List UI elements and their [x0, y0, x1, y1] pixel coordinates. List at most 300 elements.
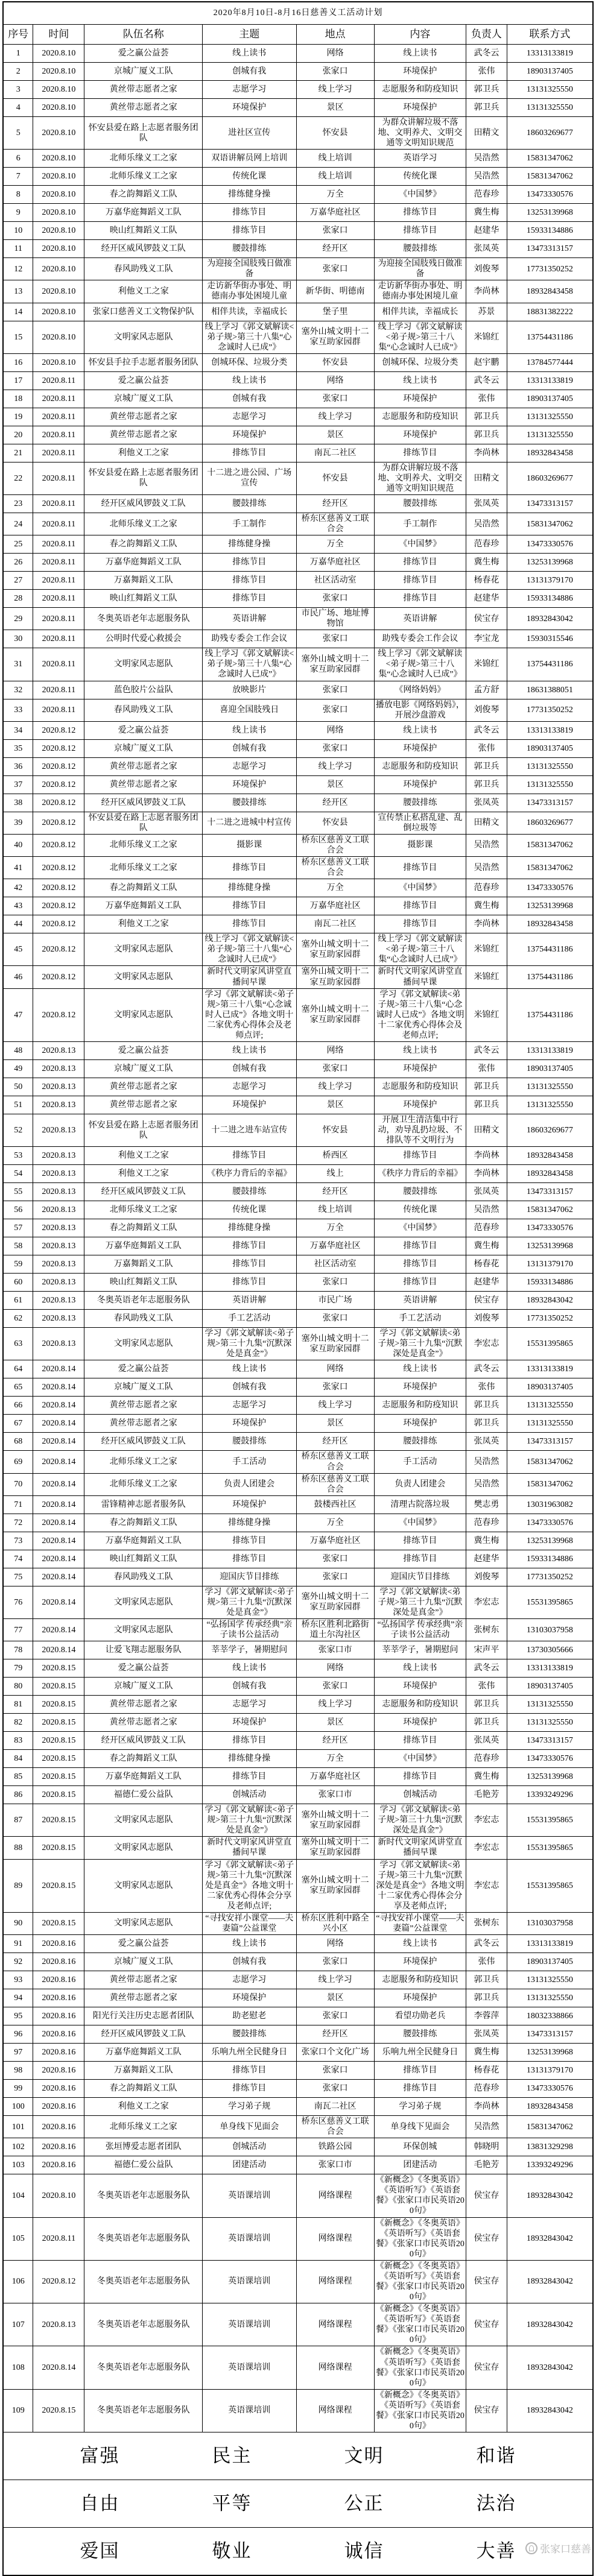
- cell-location: 塞外山城文明十二家互助家园群: [296, 988, 374, 1041]
- cell-content: “弘扬国学 传承经典”亲子读书公益活动: [374, 1618, 466, 1641]
- cell-content: 排练节目: [374, 222, 466, 240]
- cell-phone: 15831347062: [507, 2116, 593, 2138]
- cell-content: 英语讲解: [374, 608, 466, 630]
- cell-content: 志愿服务和防疫知识: [374, 408, 466, 426]
- cell-date: 2020.8.13: [33, 1201, 84, 1219]
- cell-location: 网络课程: [296, 2260, 374, 2303]
- cell-phone: 15531395865: [507, 1859, 593, 1912]
- cell-phone: 13253139968: [507, 897, 593, 915]
- cell-location: 线上培训: [296, 1201, 374, 1219]
- column-header-date: 时间: [33, 25, 84, 45]
- core-value-word: 大善: [476, 2540, 516, 2562]
- cell-content: 环境保护: [374, 1378, 466, 1397]
- cell-team: 文明家风志愿队: [84, 1804, 203, 1837]
- cell-theme: 线上学习《郭文斌解读<弟子规>第三十八集“心念诚时人已成”》: [203, 321, 297, 353]
- cell-phone: 18932843042: [507, 2389, 593, 2432]
- table-row: [3, 2025, 593, 2044]
- cell-phone: 13393249296: [507, 2156, 593, 2174]
- table-row: [3, 150, 593, 168]
- cell-leader: 毛艳芳: [466, 1786, 507, 1804]
- cell-theme: 创城有我: [203, 1953, 297, 1971]
- core-value-word: 和谐: [476, 2445, 516, 2467]
- cell-theme: 志愿学习: [203, 408, 297, 426]
- cell-phone: 13131325550: [507, 99, 593, 117]
- cell-phone: 13253139968: [507, 204, 593, 222]
- cell-leader: 孟方舒: [466, 681, 507, 699]
- cell-no: 54: [3, 1165, 33, 1183]
- cell-location: 张家口: [296, 258, 374, 280]
- table-row: [3, 739, 593, 757]
- core-values-cell: [3, 2480, 593, 2528]
- cell-theme: 排练节目: [203, 572, 297, 590]
- table-row: [3, 1292, 593, 1310]
- cell-location: 万全: [296, 1219, 374, 1237]
- cell-content: 线上读书: [374, 371, 466, 390]
- cell-date: 2020.8.16: [33, 2098, 84, 2116]
- cell-phone: 15831347062: [507, 1451, 593, 1473]
- cell-team: 文明家风志愿队: [84, 1328, 203, 1360]
- cell-content: 排练节目: [374, 857, 466, 879]
- cell-phone: 13253139968: [507, 1532, 593, 1550]
- cell-content: 手工制作: [374, 513, 466, 535]
- cell-content: 腰鼓排练: [374, 240, 466, 258]
- cell-content: 看望功勋老兵: [374, 2007, 466, 2025]
- cell-team: 利他义工之家: [84, 280, 203, 303]
- table-row: [3, 1953, 593, 1971]
- cell-no: 109: [3, 2389, 33, 2432]
- cell-date: 2020.8.13: [33, 1255, 84, 1274]
- table-row: [3, 933, 593, 966]
- cell-team: 万嘉舞蹈义工队: [84, 1255, 203, 1274]
- cell-theme: 环境保护: [203, 1096, 297, 1114]
- table-row: [3, 390, 593, 408]
- cell-leader: 赵建华: [466, 1550, 507, 1568]
- cell-leader: 郭卫兵: [466, 99, 507, 117]
- cell-date: 2020.8.14: [33, 1641, 84, 1659]
- cell-content: 环境保护: [374, 1989, 466, 2007]
- cell-team: 万嘉舞蹈义工队: [84, 2062, 203, 2080]
- cell-content: 排练节目: [374, 1532, 466, 1550]
- cell-team: 怀安县手拉手志愿者服务团队: [84, 353, 203, 371]
- cell-leader: 吴浩然: [466, 857, 507, 879]
- cell-date: 2020.8.14: [33, 1568, 84, 1586]
- cell-date: 2020.8.13: [33, 1292, 84, 1310]
- cell-leader: 张伟: [466, 63, 507, 81]
- cell-theme: 传统化课: [203, 1201, 297, 1219]
- cell-leader: 苏景: [466, 303, 507, 321]
- cell-phone: 15930315546: [507, 630, 593, 648]
- table-row: [3, 240, 593, 258]
- cell-location: 线上学习: [296, 1078, 374, 1096]
- cell-content: 志愿服务和防疫知识: [374, 1971, 466, 1989]
- cell-phone: 13473330576: [507, 2080, 593, 2098]
- cell-theme: 志愿学习: [203, 1696, 297, 1714]
- cell-leader: 赵建华: [466, 222, 507, 240]
- cell-location: 线上学习: [296, 1397, 374, 1415]
- cell-leader: 武冬云: [466, 1935, 507, 1953]
- cell-theme: 手工制作: [203, 513, 297, 535]
- cell-no: 59: [3, 1255, 33, 1274]
- cell-no: 107: [3, 2303, 33, 2346]
- cell-leader: 李宏志: [466, 1859, 507, 1912]
- table-row: [3, 1274, 593, 1292]
- cell-no: 4: [3, 99, 33, 117]
- cell-leader: 李宏志: [466, 1804, 507, 1837]
- cell-location: 张家口: [296, 1059, 374, 1078]
- cell-phone: 15831347062: [507, 1473, 593, 1495]
- cell-leader: 武冬云: [466, 1360, 507, 1378]
- cell-date: 2020.8.12: [33, 775, 84, 794]
- cell-leader: 侯宝存: [466, 2217, 507, 2260]
- cell-team: 冬奥英语老年志愿服务队: [84, 2217, 203, 2260]
- cell-team: 春风助残义工队: [84, 1310, 203, 1328]
- cell-no: 24: [3, 513, 33, 535]
- cell-location: 南瓦二社区: [296, 2098, 374, 2116]
- core-value-word: 爱国: [80, 2540, 120, 2562]
- cell-team: 经开区威风锣鼓义工队: [84, 2025, 203, 2044]
- cell-phone: 13131325550: [507, 1096, 593, 1114]
- cell-leader: 郭卫兵: [466, 1971, 507, 1989]
- cell-leader: 樊志勇: [466, 1495, 507, 1514]
- table-row: [3, 1786, 593, 1804]
- cell-team: 冬奥英语老年志愿服务队: [84, 2346, 203, 2389]
- cell-phone: 13754431186: [507, 648, 593, 681]
- cell-leader: 侯宝存: [466, 2389, 507, 2432]
- cell-leader: 张伟: [466, 1953, 507, 1971]
- cell-location: 桥东区慈善义工联合会: [296, 857, 374, 879]
- table-row: [3, 915, 593, 933]
- table-row: [3, 1837, 593, 1859]
- cell-location: 新华街、明德南: [296, 280, 374, 303]
- cell-location: 塞外山城文明十二家互助家园群: [296, 648, 374, 681]
- cell-date: 2020.8.10: [33, 168, 84, 186]
- cell-leader: 毛艳芳: [466, 2156, 507, 2174]
- cell-leader: 冀生梅: [466, 1532, 507, 1550]
- cell-team: 黄丝带志愿者之家: [84, 408, 203, 426]
- cell-theme: 腰鼓排练: [203, 1433, 297, 1451]
- charity-logo-icon: [525, 2542, 537, 2554]
- cell-date: 2020.8.13: [33, 1310, 84, 1328]
- watermark: [525, 2540, 591, 2555]
- table-row: [3, 966, 593, 988]
- table-row: [3, 1378, 593, 1397]
- cell-theme: 相伴共读，幸福成长: [203, 303, 297, 321]
- cell-no: 85: [3, 1768, 33, 1786]
- cell-content: 排练节目: [374, 897, 466, 915]
- cell-theme: 进社区宣传: [203, 117, 297, 150]
- cell-leader: 李蓉萍: [466, 2007, 507, 2025]
- cell-no: 20: [3, 426, 33, 444]
- cell-theme: 创城活动: [203, 1786, 297, 1804]
- cell-phone: 13831329298: [507, 2138, 593, 2156]
- cell-phone: 13131379170: [507, 2062, 593, 2080]
- cell-location: 经开区: [296, 794, 374, 812]
- cell-phone: 18903137405: [507, 739, 593, 757]
- cell-theme: 线上读书: [203, 1360, 297, 1378]
- cell-date: 2020.8.13: [33, 1219, 84, 1237]
- cell-team: 利他义工之家: [84, 1165, 203, 1183]
- cell-content: 排练节目: [374, 590, 466, 608]
- cell-leader: 米锦红: [466, 988, 507, 1041]
- cell-location: 万嘉华庭社区: [296, 554, 374, 572]
- cell-no: 58: [3, 1237, 33, 1255]
- cell-location: 张家口: [296, 2062, 374, 2080]
- cell-phone: 18603269677: [507, 1114, 593, 1146]
- cell-theme: 排练节目: [203, 590, 297, 608]
- cell-content: 排练节目: [374, 915, 466, 933]
- table-row: [3, 2303, 593, 2346]
- cell-theme: 英语课培训: [203, 2174, 297, 2217]
- cell-content: 《新概念》《冬奥英语》《英语听写》《英语套餐》《张家口市民英语200句》: [374, 2217, 466, 2260]
- cell-team: 春风助残义工队: [84, 258, 203, 280]
- cell-leader: 郭卫兵: [466, 1696, 507, 1714]
- cell-leader: 李宏志: [466, 1837, 507, 1859]
- cell-leader: 米锦红: [466, 933, 507, 966]
- cell-leader: 武冬云: [466, 1659, 507, 1678]
- cell-content: 创城活动: [374, 1786, 466, 1804]
- cell-phone: 13131325550: [507, 1397, 593, 1415]
- cell-location: 经开区: [296, 1433, 374, 1451]
- cell-location: 网络课程: [296, 2217, 374, 2260]
- cell-team: 文明家风志愿队: [84, 1618, 203, 1641]
- cell-location: 网络: [296, 721, 374, 739]
- cell-no: 60: [3, 1274, 33, 1292]
- cell-theme: 创城有我: [203, 739, 297, 757]
- table-row: [3, 2116, 593, 2138]
- cell-leader: 田精文: [466, 812, 507, 834]
- cell-location: 景区: [296, 1096, 374, 1114]
- cell-date: 2020.8.11: [33, 630, 84, 648]
- cell-date: 2020.8.10: [33, 81, 84, 99]
- cell-location: 网络课程: [296, 2389, 374, 2432]
- cell-date: 2020.8.16: [33, 1935, 84, 1953]
- cell-phone: 18932843458: [507, 1147, 593, 1165]
- cell-date: 2020.8.14: [33, 1451, 84, 1473]
- cell-phone: 13473313157: [507, 2025, 593, 2044]
- cell-location: 线上: [296, 1165, 374, 1183]
- table-row: [3, 2007, 593, 2025]
- table-row: [3, 2080, 593, 2098]
- cell-location: 张家口: [296, 390, 374, 408]
- cell-phone: 13473313157: [507, 1183, 593, 1201]
- cell-leader: 郭卫兵: [466, 1714, 507, 1732]
- cell-no: 96: [3, 2025, 33, 2044]
- cell-leader: 张树东: [466, 1912, 507, 1934]
- table-row: [3, 681, 593, 699]
- table-row: [3, 1059, 593, 1078]
- cell-date: 2020.8.11: [33, 513, 84, 535]
- core-values-cell: [3, 2528, 593, 2576]
- table-row: [3, 321, 593, 353]
- cell-content: 排练节目: [374, 572, 466, 590]
- table-row: [3, 1237, 593, 1255]
- cell-theme: 排练节目: [203, 2080, 297, 2098]
- cell-phone: 18932843042: [507, 2346, 593, 2389]
- cell-content: 线上读书: [374, 1659, 466, 1678]
- table-row: [3, 371, 593, 390]
- cell-leader: 范春珍: [466, 186, 507, 204]
- cell-team: 经开区威风锣鼓义工队: [84, 240, 203, 258]
- cell-location: 塞外山城文明十二家互助家园群: [296, 1586, 374, 1618]
- cell-location: 网络: [296, 1935, 374, 1953]
- cell-team: 北师乐缘义工之家: [84, 513, 203, 535]
- cell-theme: 排练健身操: [203, 535, 297, 554]
- table-row: [3, 1804, 593, 1837]
- cell-no: 56: [3, 1201, 33, 1219]
- cell-team: 经开区威风锣鼓义工队: [84, 1183, 203, 1201]
- cell-theme: 创城有我: [203, 1678, 297, 1696]
- table-row: [3, 1912, 593, 1934]
- cell-team: 爱之赢公益荟: [84, 1360, 203, 1378]
- cell-phone: 13131325550: [507, 408, 593, 426]
- cell-location: 景区: [296, 775, 374, 794]
- cell-team: 爱之赢公益荟: [84, 1659, 203, 1678]
- cell-team: 福德仁爱公益队: [84, 1786, 203, 1804]
- table-row: [3, 1078, 593, 1096]
- cell-date: 2020.8.15: [33, 1768, 84, 1786]
- cell-leader: 李尚林: [466, 1147, 507, 1165]
- cell-theme: 学习《郭文斌解读<弟子规>第三十九集“沉默深处是真金”》: [203, 1586, 297, 1618]
- cell-location: 景区: [296, 1989, 374, 2007]
- cell-team: 黄丝带志愿者之家: [84, 1989, 203, 2007]
- cell-leader: 侯宝存: [466, 1292, 507, 1310]
- cell-phone: 18903137405: [507, 1059, 593, 1078]
- cell-phone: 18903137405: [507, 1953, 593, 1971]
- cell-date: 2020.8.12: [33, 897, 84, 915]
- cell-theme: 线上读书: [203, 1659, 297, 1678]
- cell-no: 104: [3, 2174, 33, 2217]
- table-row: [3, 117, 593, 150]
- cell-phone: 15933134886: [507, 222, 593, 240]
- cell-team: 利他义工之家: [84, 1147, 203, 1165]
- cell-phone: 13131325550: [507, 1696, 593, 1714]
- cell-team: 黄丝带志愿者之家: [84, 1415, 203, 1433]
- cell-location: 塞外山城文明十二家互助家园群: [296, 1328, 374, 1360]
- table-row: [3, 222, 593, 240]
- cell-no: 10: [3, 222, 33, 240]
- cell-team: 爱之赢公益荟: [84, 371, 203, 390]
- cell-team: 黄丝带志愿者之家: [84, 99, 203, 117]
- cell-leader: 田精文: [466, 462, 507, 494]
- cell-date: 2020.8.12: [33, 812, 84, 834]
- cell-leader: 张树东: [466, 1618, 507, 1641]
- cell-date: 2020.8.15: [33, 1837, 84, 1859]
- cell-location: 线上学习: [296, 1971, 374, 1989]
- table-row: [3, 879, 593, 897]
- cell-phone: 15531395865: [507, 1328, 593, 1360]
- cell-date: 2020.8.11: [33, 371, 84, 390]
- cell-no: 12: [3, 258, 33, 280]
- cell-team: 黄丝带志愿者之家: [84, 81, 203, 99]
- cell-no: 106: [3, 2260, 33, 2303]
- cell-location: 怀安县: [296, 812, 374, 834]
- cell-theme: 排练节目: [203, 554, 297, 572]
- cell-phone: 13131325550: [507, 1078, 593, 1096]
- cell-team: 经开区威风锣鼓义工队: [84, 1732, 203, 1750]
- cell-location: 张家口: [296, 1550, 374, 1568]
- cell-date: 2020.8.10: [33, 99, 84, 117]
- cell-date: 2020.8.11: [33, 2217, 84, 2260]
- cell-theme: 志愿学习: [203, 1078, 297, 1096]
- cell-no: 8: [3, 186, 33, 204]
- cell-location: 怀安县: [296, 1114, 374, 1146]
- cell-no: 95: [3, 2007, 33, 2025]
- cell-phone: 13473330576: [507, 535, 593, 554]
- cell-no: 105: [3, 2217, 33, 2260]
- table-row: [3, 1183, 593, 1201]
- cell-no: 92: [3, 1953, 33, 1971]
- cell-phone: 13313133819: [507, 1041, 593, 1059]
- cell-no: 84: [3, 1750, 33, 1768]
- cell-no: 68: [3, 1433, 33, 1451]
- core-value-word: 自由: [80, 2493, 120, 2514]
- cell-theme: 助残专委会工作会议: [203, 630, 297, 648]
- cell-location: 桥西区: [296, 1147, 374, 1165]
- cell-leader: 李宏志: [466, 1586, 507, 1618]
- cell-leader: 武冬云: [466, 1041, 507, 1059]
- cell-date: 2020.8.15: [33, 1696, 84, 1714]
- cell-date: 2020.8.12: [33, 757, 84, 775]
- cell-content: 环境保护: [374, 1415, 466, 1433]
- cell-content: 环境保护: [374, 99, 466, 117]
- cell-date: 2020.8.11: [33, 426, 84, 444]
- cell-leader: 郭卫兵: [466, 1415, 507, 1433]
- cell-team: 爱之赢公益荟: [84, 1041, 203, 1059]
- table-row: [3, 1096, 593, 1114]
- table-row: [3, 1433, 593, 1451]
- cell-phone: 13473313157: [507, 794, 593, 812]
- cell-no: 39: [3, 812, 33, 834]
- cell-team: 春之韵舞蹈义工队: [84, 535, 203, 554]
- cell-location: 万嘉华庭社区: [296, 1532, 374, 1550]
- cell-theme: 环境保护: [203, 1495, 297, 1514]
- cell-no: 82: [3, 1714, 33, 1732]
- cell-leader: 侯宝存: [466, 2303, 507, 2346]
- cell-phone: 13473330576: [507, 1514, 593, 1532]
- table-row: [3, 1768, 593, 1786]
- cell-no: 50: [3, 1078, 33, 1096]
- cell-team: 文明家风志愿队: [84, 1912, 203, 1934]
- cell-location: 堡子里: [296, 303, 374, 321]
- cell-location: 张家口: [296, 1568, 374, 1586]
- cell-theme: 双语讲解员网上培训: [203, 150, 297, 168]
- cell-phone: 17731350252: [507, 1310, 593, 1328]
- cell-date: 2020.8.11: [33, 554, 84, 572]
- cell-phone: 15831347062: [507, 857, 593, 879]
- cell-date: 2020.8.14: [33, 1397, 84, 1415]
- table-row: [3, 1473, 593, 1495]
- cell-location: 线上学习: [296, 81, 374, 99]
- cell-content: 莘莘学子，暑期慰问: [374, 1641, 466, 1659]
- cell-date: 2020.8.15: [33, 1786, 84, 1804]
- cell-content: 手工活动: [374, 1451, 466, 1473]
- cell-date: 2020.8.15: [33, 1804, 84, 1837]
- cell-leader: 张凤英: [466, 1183, 507, 1201]
- cell-theme: 英语课培训: [203, 2217, 297, 2260]
- cell-no: 32: [3, 681, 33, 699]
- cell-content: 环境保护: [374, 1059, 466, 1078]
- cell-team: 黄丝带志愿者之家: [84, 775, 203, 794]
- cell-location: 张家口: [296, 1678, 374, 1696]
- cell-no: 27: [3, 572, 33, 590]
- cell-date: 2020.8.10: [33, 280, 84, 303]
- cell-location: 网络课程: [296, 2303, 374, 2346]
- cell-date: 2020.8.16: [33, 2062, 84, 2080]
- cell-team: 黄丝带志愿者之家: [84, 1696, 203, 1714]
- cell-location: 张家口个文化广场: [296, 2044, 374, 2062]
- cell-team: 爱之赢公益荟: [84, 721, 203, 739]
- cell-theme: 排练节目: [203, 1147, 297, 1165]
